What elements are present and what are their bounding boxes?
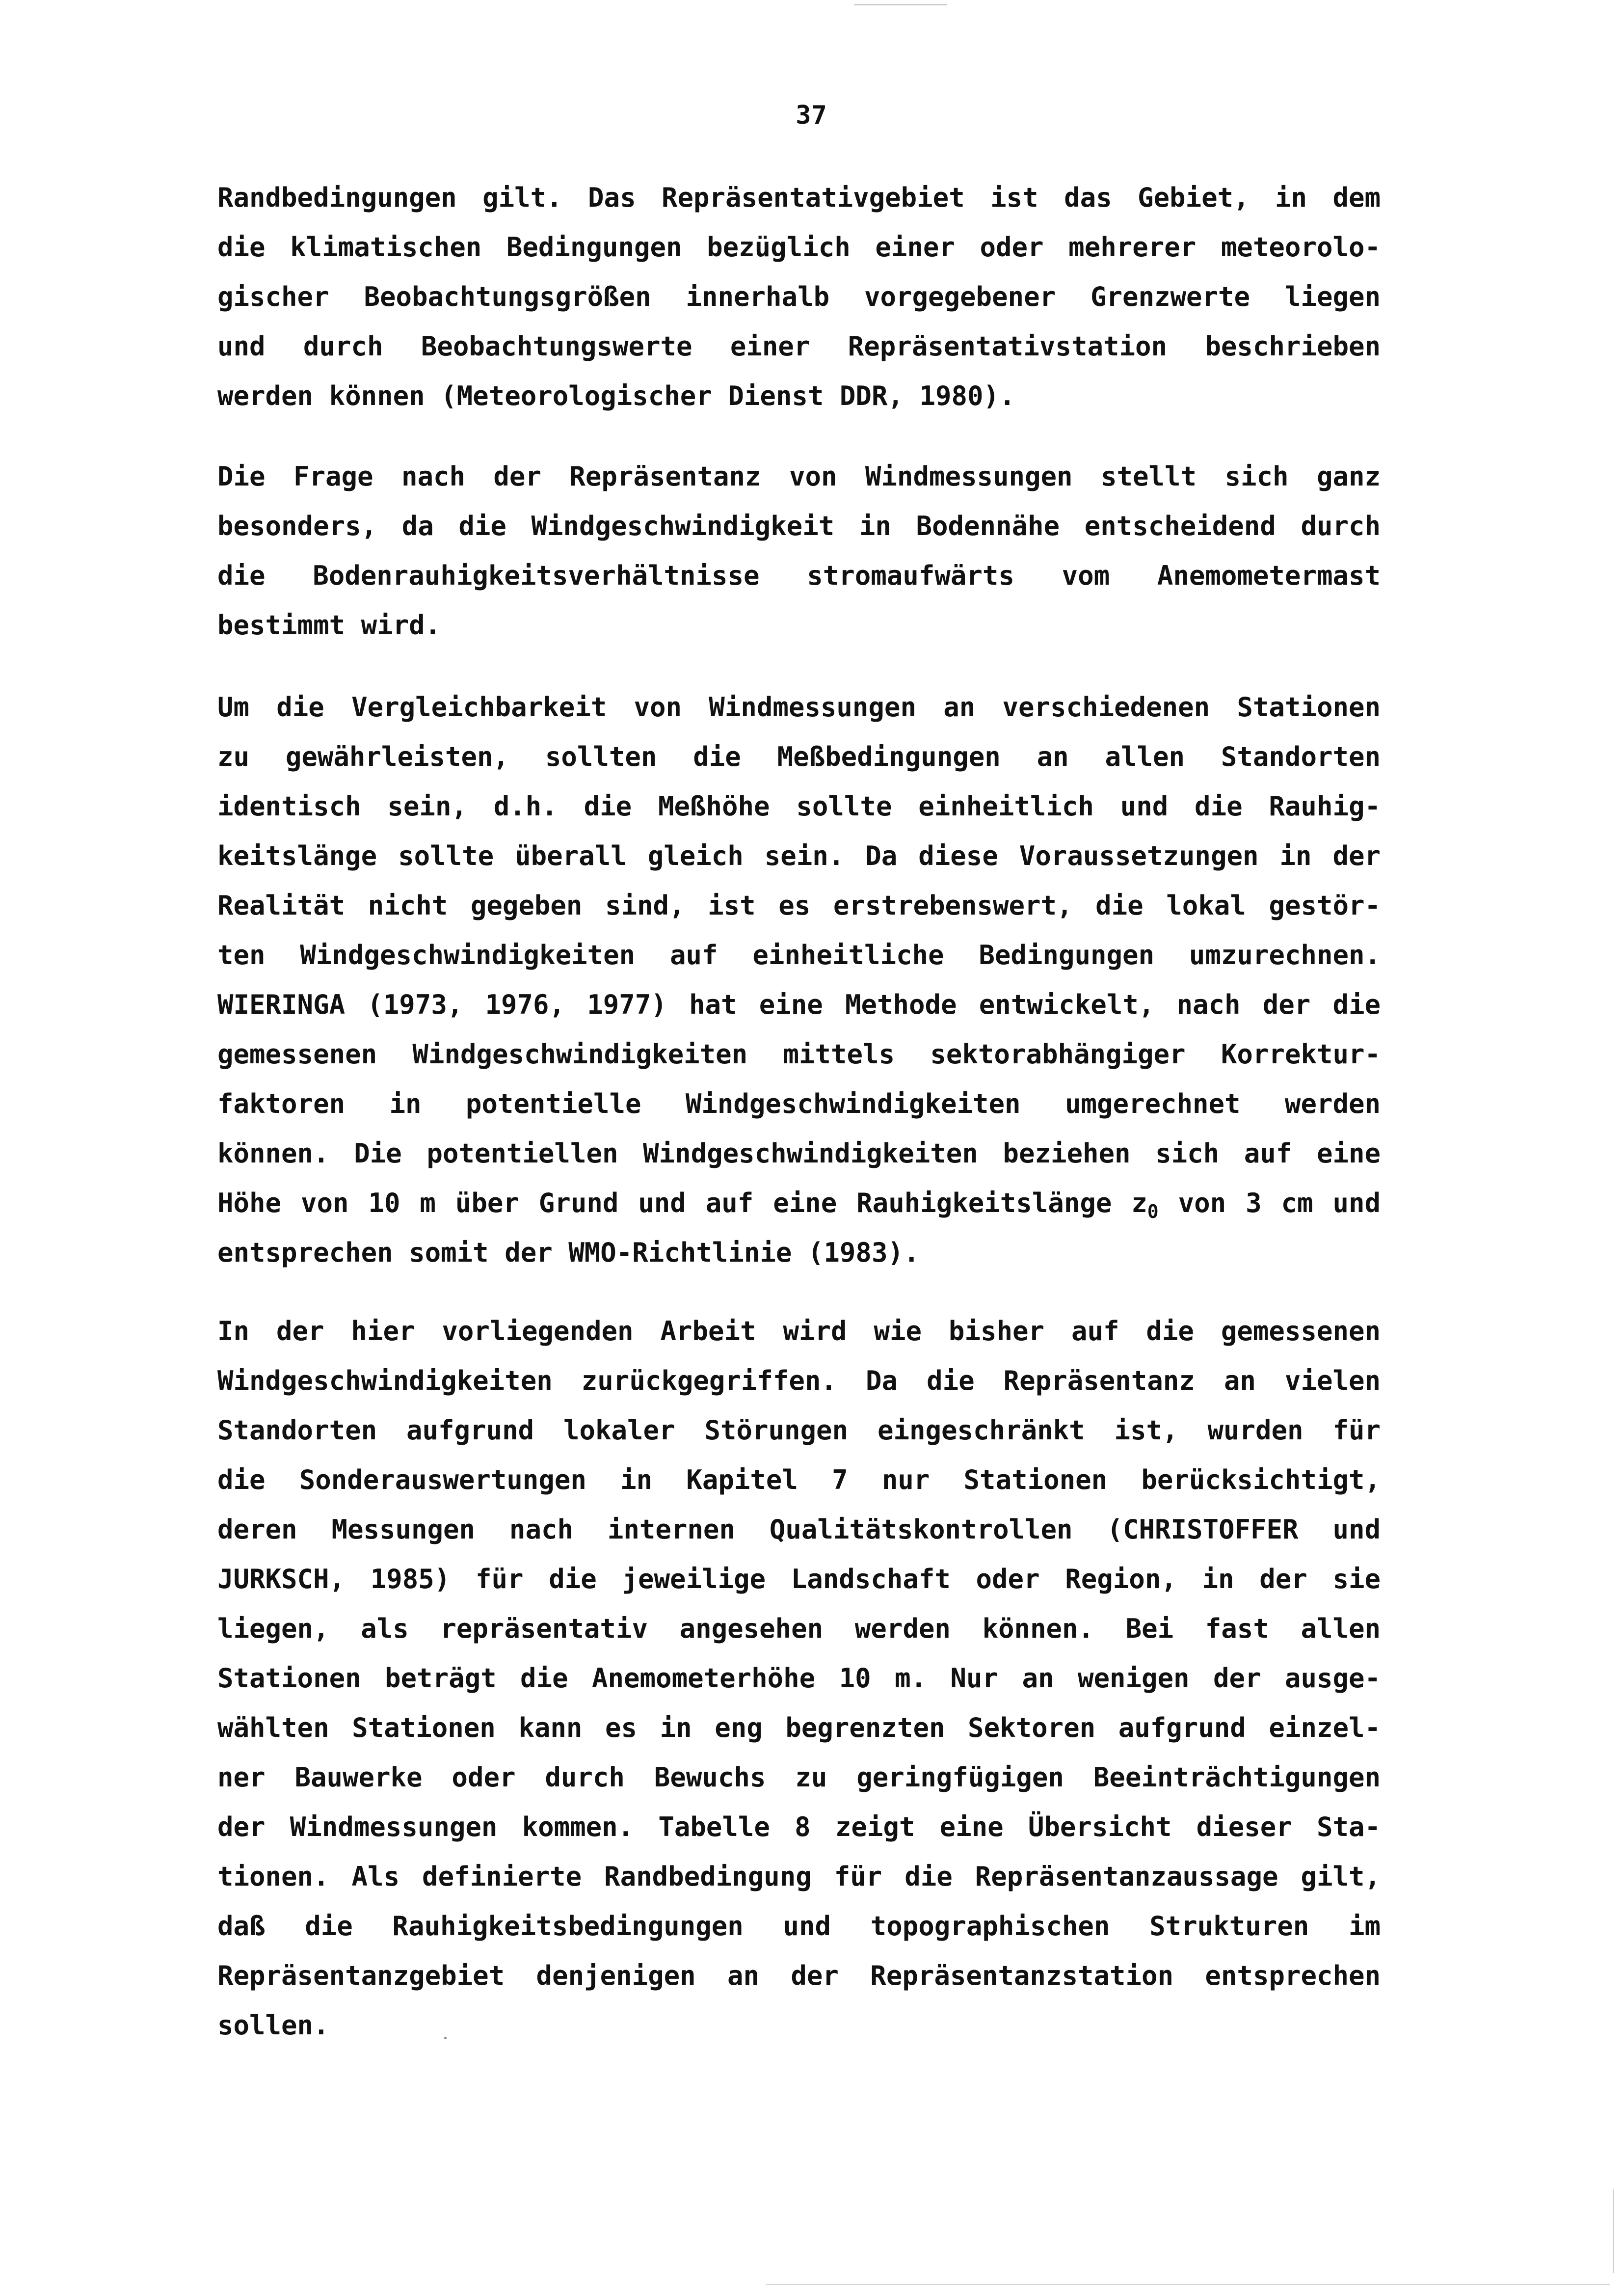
scan-speck [444,2037,447,2039]
line-text: die Bodenrauhigkeitsverhältnisse stromaufwärts vom Anemometermast [217,560,1381,591]
text-line [217,322,1381,371]
line-text: Die Frage nach der Repräsentanz von Windmessungen stellt sich ganz [217,461,1381,492]
paragraph-4 [217,1306,1381,2050]
text-line [217,1306,1381,1356]
text-line [217,1228,1381,1277]
paragraph-3 [217,682,1381,1277]
line-text: liegen, als repräsentativ angesehen werden können. Bei fast allen [217,1613,1381,1644]
text-line [217,1951,1381,2000]
text-line [217,600,1381,650]
line-text: die Sonderauswertungen in Kapitel 7 nur Stationen berücksichtigt, [217,1464,1381,1495]
text-line [217,782,1381,831]
scan-edge-right [1613,2189,1614,2273]
line-text: Standorten aufgrund lokaler Störungen eingeschränkt ist, wurden für [217,1415,1381,1446]
line-text: Randbedingungen gilt. Das [217,182,662,213]
line-text: zu gewährleisten, sollten die Meßbedingungen an allen Standorten [217,741,1381,772]
line-text: bestimmt wird. [217,610,441,641]
line-text: daß die Rauhigkeitsbedingungen und topographischen Strukturen im [217,1911,1381,1942]
line-text: Realität nicht gegeben sind, ist es erstrebenswert, die lokal gestör- [217,890,1381,921]
text-line [217,682,1381,732]
text-line [217,452,1381,501]
line-text: und durch Beobachtungswerte einer Repräsentativstation beschrieben [217,331,1381,362]
page-number: 37 [796,101,827,130]
scan-edge-top [854,4,947,5]
text-line [217,1554,1381,1604]
text-line [217,222,1381,272]
text-line [217,930,1381,980]
text-line [217,980,1381,1029]
text-line [217,1505,1381,1554]
text-line [217,1653,1381,1703]
text-line [217,1455,1381,1505]
text-line [217,1079,1381,1129]
line-text: der Windmessungen kommen. Tabelle 8 zeigt eine Übersicht dieser Sta- [217,1811,1381,1842]
text-line [217,1029,1381,1079]
line-text: gemessenen Windgeschwindigkeiten mittels sektorabhängiger Korrektur- [217,1039,1381,1070]
line-text: faktoren in potentielle Windgeschwindigkeiten umgerechnet werden [217,1088,1381,1119]
text-line [217,1356,1381,1405]
line-text: ner Bauwerke oder durch Bewuchs zu geringfügigen Beeinträchtigungen [217,1762,1381,1793]
line-text-continued: ist das Gebiet, in dem [964,182,1381,213]
text-line [217,881,1381,930]
line-text: besonders, da die Windgeschwindigkeit in Bodennähe entscheidend durch [217,511,1381,541]
line-text: Repräsentanzgebiet denjenigen an der Repräsentanzstation entsprechen [217,1960,1381,1991]
line-text: entsprechen somit der WMO-Richtlinie (1983). [217,1237,920,1268]
text-line [217,1802,1381,1852]
text-line [217,1405,1381,1455]
text-line [217,501,1381,551]
text-line [217,1604,1381,1653]
text-line [217,371,1381,421]
text-line [217,1703,1381,1753]
text-line [217,2000,1381,2050]
line-text: wählten Stationen kann es in eng begrenzten Sektoren aufgrund einzel- [217,1712,1381,1743]
line-text: ten Windgeschwindigkeiten auf einheitliche Bedingungen umzurechnen. [217,940,1381,971]
subscript: 0 [1147,1201,1159,1222]
text-line [217,1178,1381,1228]
text-line [217,551,1381,600]
emphasized-term: Repräsentativgebiet [662,182,965,213]
scan-edge-bottom [766,2284,1610,2285]
line-text: Stationen beträgt die Anemometerhöhe 10 m. Nur an wenigen der ausge- [217,1663,1381,1694]
text-line [217,1901,1381,1951]
line-text: sollen. [217,2010,329,2041]
line-text: Um die Vergleichbarkeit von Windmessungen an verschiedenen Stationen [217,692,1381,723]
line-text: die klimatischen Bedingungen bezüglich einer oder mehrerer meteorolo- [217,232,1381,263]
text-line [217,1753,1381,1802]
line-text: werden können (Meteorologischer Dienst DDR, 1980). [217,380,1015,411]
text-line [217,1129,1381,1178]
text-line [217,831,1381,881]
text-line [217,173,1381,222]
paragraph-1 [217,173,1381,421]
line-text: gischer Beobachtungsgrößen innerhalb vorgegebener Grenzwerte liegen [217,281,1381,312]
line-text: WIERINGA (1973, 1976, 1977) hat eine Methode entwickelt, nach der die [217,989,1381,1020]
paragraph-2 [217,452,1381,650]
line-text: können. Die potentiellen Windgeschwindigkeiten beziehen sich auf eine [217,1138,1381,1169]
text-line [217,732,1381,782]
line-text: JURKSCH, 1985) für die jeweilige Landschaft oder Region, in der sie [217,1564,1381,1594]
line-text: deren Messungen nach internen Qualitätskontrollen (CHRISTOFFER und [217,1514,1381,1545]
text-line [217,272,1381,322]
line-text: keitslänge sollte überall gleich sein. Da diese Voraussetzungen in der [217,840,1381,871]
line-text: Windgeschwindigkeiten zurückgegriffen. Da die Repräsentanz an vielen [217,1365,1381,1396]
line-text: tionen. Als definierte Randbedingung für die Repräsentanzaussage gilt, [217,1861,1381,1892]
line-text-continued: von 3 cm und [1158,1188,1381,1218]
text-line [217,1852,1381,1901]
line-text: In der hier vorliegenden Arbeit wird wie bisher auf die gemessenen [217,1316,1381,1347]
line-text: Höhe von 10 m über Grund und auf eine Rauhigkeitslänge z [217,1188,1147,1218]
line-text: identisch sein, d.h. die Meßhöhe sollte einheitlich und die Rauhig- [217,791,1381,822]
